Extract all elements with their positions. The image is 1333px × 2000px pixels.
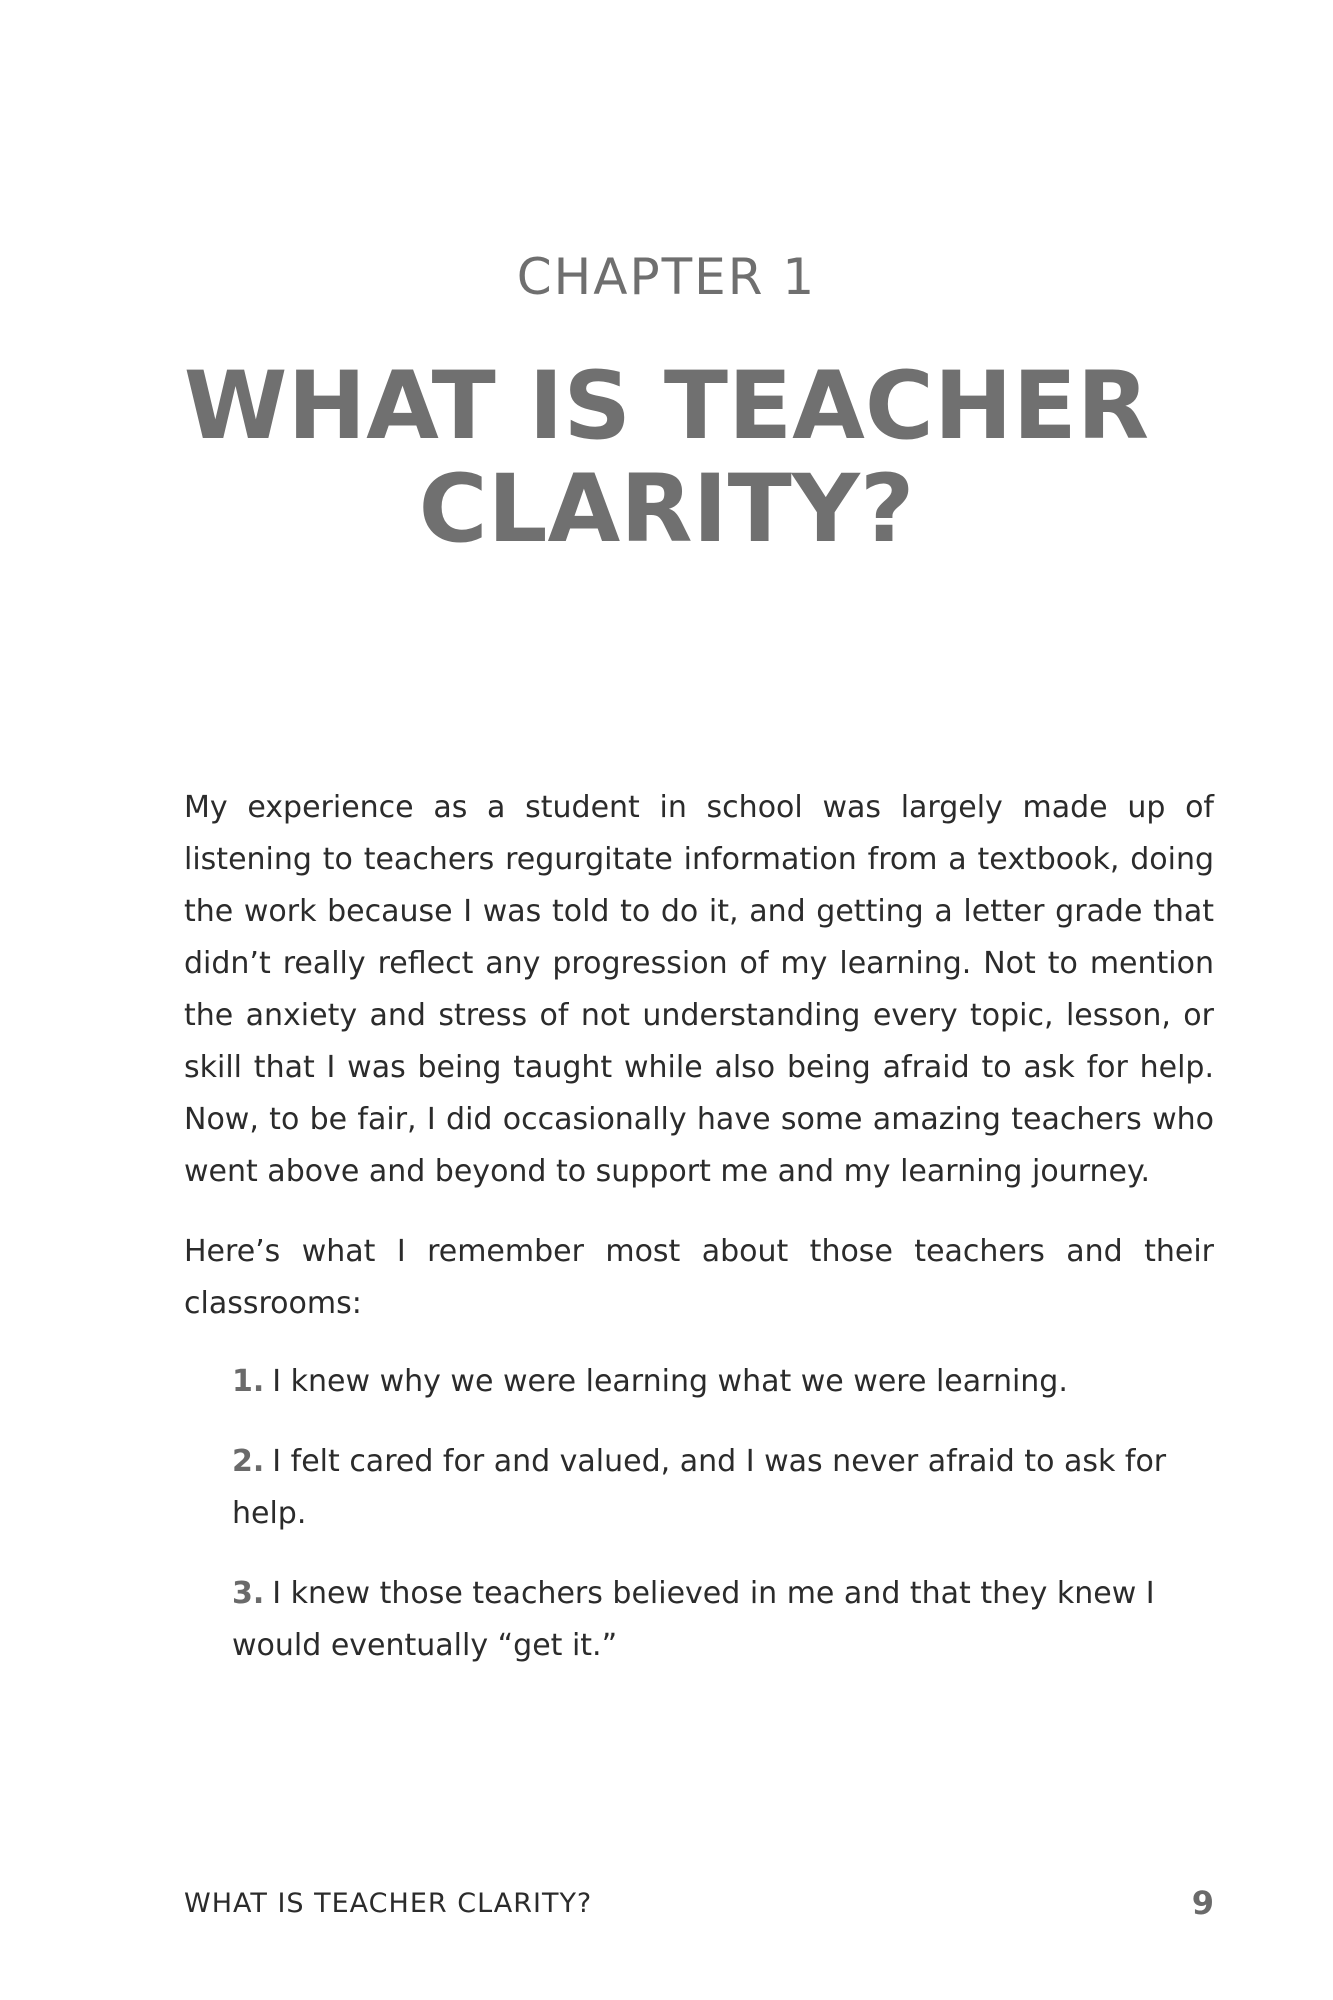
list-text: I knew those teachers believed in me and that they knew I would eventually “get it.” (232, 1576, 1155, 1663)
body-text (184, 782, 1214, 1700)
running-title: WHAT IS TEACHER CLARITY? (184, 1888, 593, 1919)
paragraph-2: Here’s what I remember most about those teachers and their classrooms: (184, 1234, 1214, 1321)
chapter-title-line-2: CLARITY? (418, 455, 915, 564)
chapter-title (150, 352, 1183, 564)
chapter-label: CHAPTER 1 (516, 248, 817, 306)
chapter-title-line-1: WHAT IS TEACHER (183, 352, 1150, 461)
list-item (232, 1356, 1172, 1408)
page-footer (184, 1884, 1214, 1928)
list-number: 2. (232, 1444, 265, 1479)
list-item (232, 1568, 1172, 1672)
paragraph-1: My experience as a student in school was largely made up of listening to teachers regurgitate information from a textbook, doing the work because I was told to do it, and getting a letter grade that didn’t really reflect any progression of my learning. Not to mention the anxiety and stress of not understanding every topic, lesson, or skill that I was being taught while also being afraid to ask for help. Now, to be fair, I did occasionally have some amazing teachers who went above and beyond to support me and my learning journey. (184, 790, 1214, 1189)
numbered-list (184, 1356, 1214, 1672)
list-text: I knew why we were learning what we were learning. (272, 1364, 1068, 1399)
list-item (232, 1436, 1172, 1540)
list-text: I felt cared for and valued, and I was never afraid to ask for help. (232, 1444, 1167, 1531)
page-number: 9 (1191, 1884, 1214, 1922)
list-number: 3. (232, 1576, 265, 1611)
list-number: 1. (232, 1364, 265, 1399)
